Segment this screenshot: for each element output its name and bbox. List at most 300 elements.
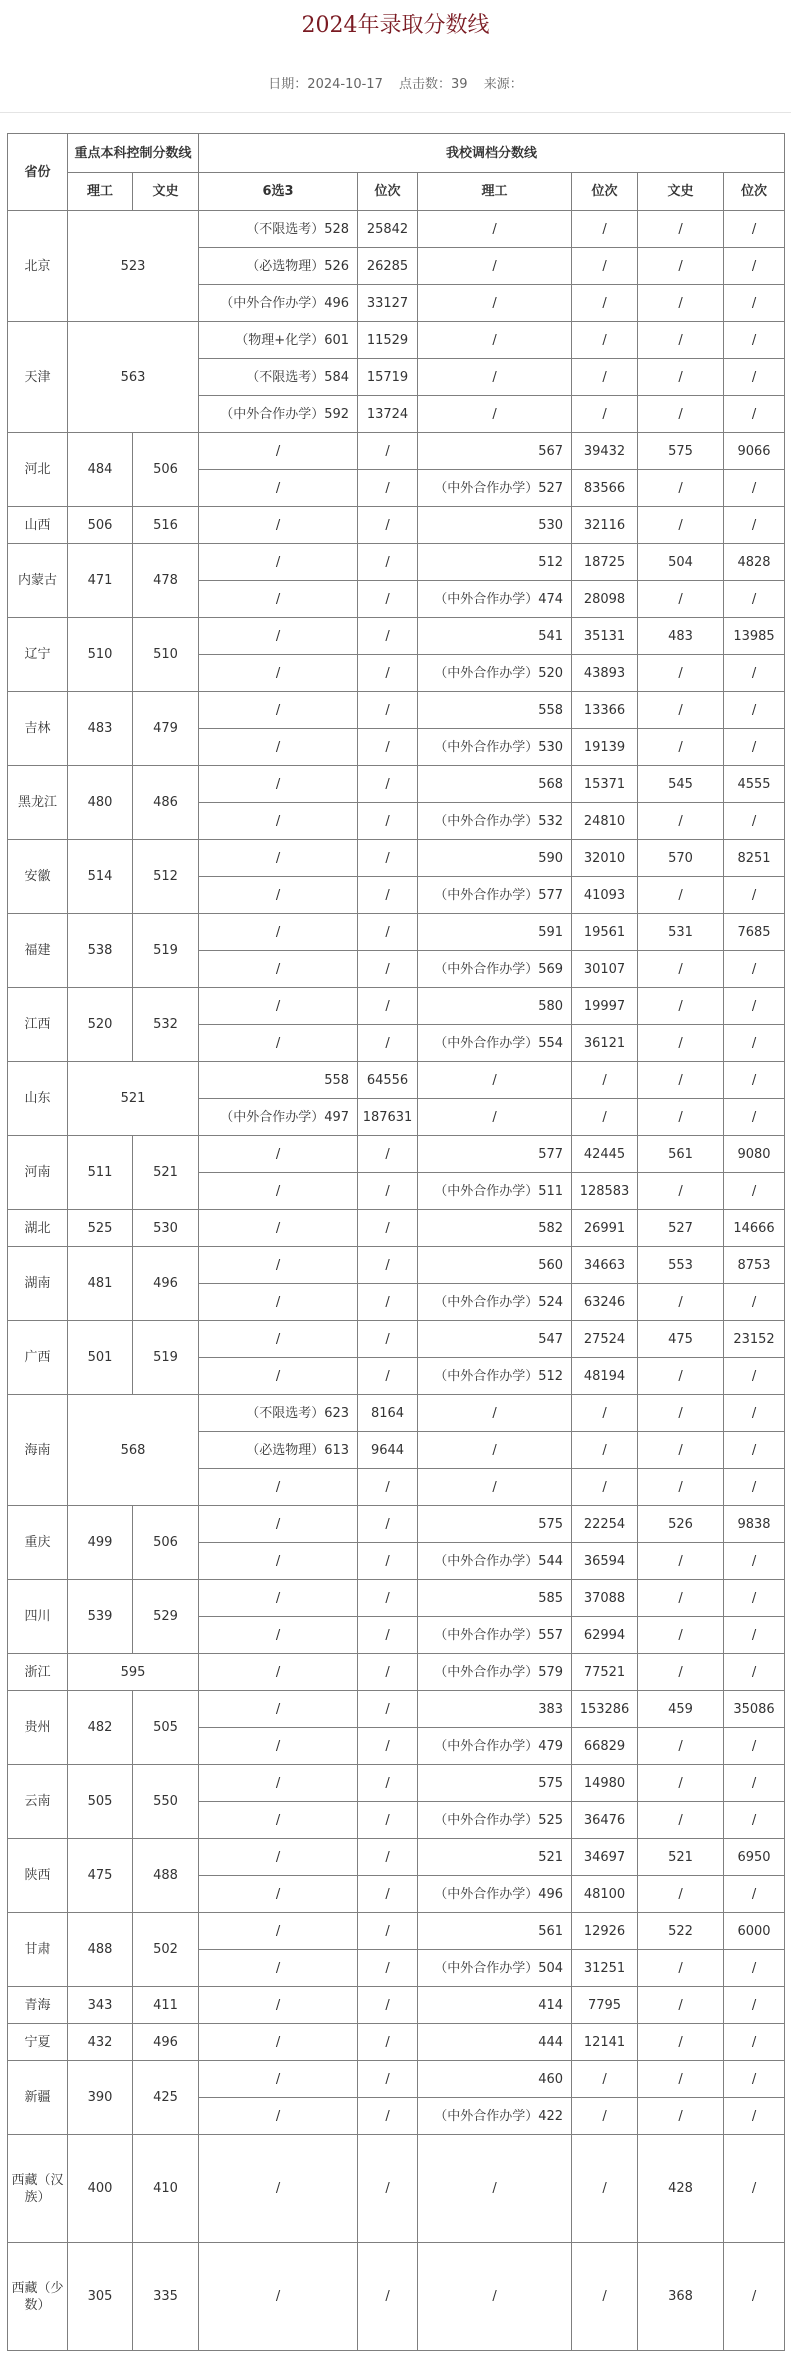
province-cell: 海南 xyxy=(8,1395,68,1506)
key-ligong-cell: 400 xyxy=(68,2135,133,2243)
wenshi-cell: 553 xyxy=(638,1247,724,1284)
six-rank-cell: / xyxy=(358,1987,418,2024)
key-ligong-cell: 484 xyxy=(68,433,133,507)
key-wenshi-cell: 478 xyxy=(133,544,199,618)
province-cell: 青海 xyxy=(8,1987,68,2024)
six-three-cell: / xyxy=(199,729,358,766)
ligong-cell: （中外合作办学）504 xyxy=(418,1950,572,1987)
wenshi-cell: / xyxy=(638,1728,724,1765)
six-rank-cell: / xyxy=(358,1950,418,1987)
wenshi-cell: / xyxy=(638,1765,724,1802)
wenshi-cell: / xyxy=(638,2024,724,2061)
date-info xyxy=(268,77,383,92)
six-rank-cell: / xyxy=(358,914,418,951)
key-wenshi-cell: 335 xyxy=(133,2243,199,2351)
header-school-line: 我校调档分数线 xyxy=(199,134,785,173)
wenshi-cell: / xyxy=(638,1802,724,1839)
key-ligong-cell: 483 xyxy=(68,692,133,766)
province-cell: 云南 xyxy=(8,1765,68,1839)
wenshi-cell: 575 xyxy=(638,433,724,470)
six-rank-cell: / xyxy=(358,1691,418,1728)
table-row xyxy=(8,1395,785,1432)
six-three-cell: / xyxy=(199,2243,358,2351)
key-wenshi-cell: 411 xyxy=(133,1987,199,2024)
key-ligong-cell: 499 xyxy=(68,1506,133,1580)
table-row xyxy=(8,766,785,803)
wenshi-cell: / xyxy=(638,1950,724,1987)
wenshi-rank-cell: 9066 xyxy=(724,433,785,470)
wenshi-cell: / xyxy=(638,359,724,396)
ligong-cell: 577 xyxy=(418,1136,572,1173)
wenshi-cell: / xyxy=(638,1543,724,1580)
key-ligong-cell: 390 xyxy=(68,2061,133,2135)
six-three-cell: （不限选考）584 xyxy=(199,359,358,396)
province-cell: 西藏（汉族） xyxy=(8,2135,68,2243)
wenshi-rank-cell: / xyxy=(724,581,785,618)
table-row xyxy=(8,1913,785,1950)
province-cell: 宁夏 xyxy=(8,2024,68,2061)
six-three-cell: / xyxy=(199,1987,358,2024)
ligong-cell: 582 xyxy=(418,1210,572,1247)
six-rank-cell: / xyxy=(358,1247,418,1284)
province-cell: 内蒙古 xyxy=(8,544,68,618)
wenshi-cell: 526 xyxy=(638,1506,724,1543)
ligong-rank-cell: 34697 xyxy=(572,1839,638,1876)
key-ligong-cell: 482 xyxy=(68,1691,133,1765)
key-ligong-cell: 480 xyxy=(68,766,133,840)
key-wenshi-cell: 519 xyxy=(133,1321,199,1395)
ligong-rank-cell: 7795 xyxy=(572,1987,638,2024)
wenshi-rank-cell: 4828 xyxy=(724,544,785,581)
header-key-ligong: 理工 xyxy=(68,173,133,211)
province-cell: 辽宁 xyxy=(8,618,68,692)
table-row xyxy=(8,2061,785,2098)
wenshi-rank-cell: 6950 xyxy=(724,1839,785,1876)
ligong-rank-cell: / xyxy=(572,2061,638,2098)
ligong-cell: / xyxy=(418,396,572,433)
six-rank-cell: / xyxy=(358,1765,418,1802)
key-wenshi-cell: 532 xyxy=(133,988,199,1062)
ligong-rank-cell: 19561 xyxy=(572,914,638,951)
ligong-cell: 590 xyxy=(418,840,572,877)
header-ligong: 理工 xyxy=(418,173,572,211)
wenshi-cell: / xyxy=(638,988,724,1025)
six-rank-cell: / xyxy=(358,1839,418,1876)
ligong-rank-cell: 12926 xyxy=(572,1913,638,1950)
table-row xyxy=(8,507,785,544)
six-three-cell: / xyxy=(199,1617,358,1654)
six-three-cell: / xyxy=(199,433,358,470)
ligong-rank-cell: / xyxy=(572,248,638,285)
province-cell: 浙江 xyxy=(8,1654,68,1691)
key-line-cell: 523 xyxy=(68,211,199,322)
six-rank-cell: / xyxy=(358,877,418,914)
ligong-cell: / xyxy=(418,1469,572,1506)
ligong-cell: 512 xyxy=(418,544,572,581)
key-ligong-cell: 305 xyxy=(68,2243,133,2351)
ligong-rank-cell: 42445 xyxy=(572,1136,638,1173)
six-three-cell: / xyxy=(199,507,358,544)
province-cell: 北京 xyxy=(8,211,68,322)
ligong-cell: 530 xyxy=(418,507,572,544)
ligong-cell: / xyxy=(418,211,572,248)
wenshi-rank-cell: / xyxy=(724,1395,785,1432)
ligong-rank-cell: 48194 xyxy=(572,1358,638,1395)
six-three-cell: / xyxy=(199,692,358,729)
table-row xyxy=(8,433,785,470)
wenshi-cell: / xyxy=(638,211,724,248)
six-rank-cell: 25842 xyxy=(358,211,418,248)
six-rank-cell: / xyxy=(358,1173,418,1210)
six-rank-cell: / xyxy=(358,1802,418,1839)
ligong-rank-cell: / xyxy=(572,396,638,433)
six-three-cell: / xyxy=(199,1543,358,1580)
key-ligong-cell: 481 xyxy=(68,1247,133,1321)
ligong-cell: 575 xyxy=(418,1765,572,1802)
ligong-rank-cell: / xyxy=(572,211,638,248)
wenshi-rank-cell: / xyxy=(724,1432,785,1469)
table-row xyxy=(8,2135,785,2243)
key-ligong-cell: 471 xyxy=(68,544,133,618)
table-row xyxy=(8,211,785,248)
ligong-cell: （中外合作办学）496 xyxy=(418,1876,572,1913)
wenshi-rank-cell: / xyxy=(724,248,785,285)
wenshi-cell: / xyxy=(638,803,724,840)
six-rank-cell: / xyxy=(358,470,418,507)
wenshi-rank-cell: / xyxy=(724,877,785,914)
header-key-wenshi: 文史 xyxy=(133,173,199,211)
six-rank-cell: / xyxy=(358,692,418,729)
key-ligong-cell: 505 xyxy=(68,1765,133,1839)
ligong-rank-cell: 32116 xyxy=(572,507,638,544)
wenshi-rank-cell: / xyxy=(724,1617,785,1654)
province-cell: 山西 xyxy=(8,507,68,544)
wenshi-rank-cell: / xyxy=(724,1173,785,1210)
ligong-rank-cell: 34663 xyxy=(572,1247,638,1284)
clicks-info xyxy=(399,77,468,92)
six-three-cell: 558 xyxy=(199,1062,358,1099)
key-ligong-cell: 510 xyxy=(68,618,133,692)
six-three-cell: / xyxy=(199,1284,358,1321)
table-row xyxy=(8,1654,785,1691)
ligong-rank-cell: 13366 xyxy=(572,692,638,729)
wenshi-cell: / xyxy=(638,2061,724,2098)
wenshi-rank-cell: 6000 xyxy=(724,1913,785,1950)
wenshi-cell: / xyxy=(638,248,724,285)
six-rank-cell: / xyxy=(358,1728,418,1765)
wenshi-rank-cell: / xyxy=(724,211,785,248)
six-rank-cell: 187631 xyxy=(358,1099,418,1136)
source-label: 来源： xyxy=(483,77,523,92)
wenshi-cell: 527 xyxy=(638,1210,724,1247)
table-row xyxy=(8,1580,785,1617)
six-rank-cell: / xyxy=(358,581,418,618)
wenshi-rank-cell: / xyxy=(724,655,785,692)
wenshi-rank-cell: / xyxy=(724,1025,785,1062)
table-row xyxy=(8,1987,785,2024)
ligong-rank-cell: / xyxy=(572,2243,638,2351)
ligong-rank-cell: 32010 xyxy=(572,840,638,877)
six-rank-cell: 13724 xyxy=(358,396,418,433)
ligong-rank-cell: 48100 xyxy=(572,1876,638,1913)
ligong-rank-cell: 24810 xyxy=(572,803,638,840)
wenshi-cell: / xyxy=(638,951,724,988)
six-three-cell: / xyxy=(199,1321,358,1358)
province-cell: 山东 xyxy=(8,1062,68,1136)
table-row xyxy=(8,618,785,655)
date-value: 2024-10-17 xyxy=(307,77,383,92)
wenshi-cell: / xyxy=(638,2098,724,2135)
ligong-rank-cell: 36594 xyxy=(572,1543,638,1580)
six-three-cell: （中外合作办学）496 xyxy=(199,285,358,322)
ligong-rank-cell: 39432 xyxy=(572,433,638,470)
wenshi-rank-cell: 35086 xyxy=(724,1691,785,1728)
wenshi-cell: / xyxy=(638,1580,724,1617)
wenshi-rank-cell: / xyxy=(724,2135,785,2243)
key-ligong-cell: 488 xyxy=(68,1913,133,1987)
key-wenshi-cell: 479 xyxy=(133,692,199,766)
wenshi-cell: 522 xyxy=(638,1913,724,1950)
six-rank-cell: / xyxy=(358,951,418,988)
six-three-cell: / xyxy=(199,1025,358,1062)
ligong-cell: / xyxy=(418,359,572,396)
table-row xyxy=(8,914,785,951)
wenshi-rank-cell: / xyxy=(724,1358,785,1395)
wenshi-cell: / xyxy=(638,692,724,729)
table-row xyxy=(8,1136,785,1173)
wenshi-cell: 545 xyxy=(638,766,724,803)
wenshi-rank-cell: 9080 xyxy=(724,1136,785,1173)
ligong-cell: （中外合作办学）530 xyxy=(418,729,572,766)
key-wenshi-cell: 506 xyxy=(133,1506,199,1580)
key-wenshi-cell: 488 xyxy=(133,1839,199,1913)
ligong-cell: / xyxy=(418,248,572,285)
key-wenshi-cell: 519 xyxy=(133,914,199,988)
wenshi-rank-cell: 8753 xyxy=(724,1247,785,1284)
wenshi-rank-cell: / xyxy=(724,1062,785,1099)
ligong-rank-cell: 12141 xyxy=(572,2024,638,2061)
six-three-cell: / xyxy=(199,1950,358,1987)
six-three-cell: / xyxy=(199,1913,358,1950)
wenshi-cell: / xyxy=(638,1099,724,1136)
province-cell: 西藏（少数） xyxy=(8,2243,68,2351)
wenshi-cell: / xyxy=(638,1987,724,2024)
six-three-cell: / xyxy=(199,1173,358,1210)
province-cell: 重庆 xyxy=(8,1506,68,1580)
six-rank-cell: / xyxy=(358,544,418,581)
table-row xyxy=(8,2024,785,2061)
wenshi-cell: / xyxy=(638,285,724,322)
key-ligong-cell: 520 xyxy=(68,988,133,1062)
key-wenshi-cell: 550 xyxy=(133,1765,199,1839)
ligong-cell: 383 xyxy=(418,1691,572,1728)
ligong-cell: 547 xyxy=(418,1321,572,1358)
wenshi-rank-cell: / xyxy=(724,1469,785,1506)
six-rank-cell: / xyxy=(358,1654,418,1691)
six-three-cell: / xyxy=(199,1506,358,1543)
ligong-rank-cell: 14980 xyxy=(572,1765,638,1802)
ligong-cell: （中外合作办学）532 xyxy=(418,803,572,840)
ligong-cell: 591 xyxy=(418,914,572,951)
header-six-rank: 位次 xyxy=(358,173,418,211)
key-wenshi-cell: 516 xyxy=(133,507,199,544)
ligong-rank-cell: / xyxy=(572,285,638,322)
ligong-rank-cell: / xyxy=(572,1469,638,1506)
six-three-cell: （中外合作办学）592 xyxy=(199,396,358,433)
ligong-cell: （中外合作办学）544 xyxy=(418,1543,572,1580)
province-cell: 河北 xyxy=(8,433,68,507)
ligong-cell: 560 xyxy=(418,1247,572,1284)
ligong-cell: 521 xyxy=(418,1839,572,1876)
province-cell: 黑龙江 xyxy=(8,766,68,840)
six-three-cell: （不限选考）623 xyxy=(199,1395,358,1432)
key-ligong-cell: 511 xyxy=(68,1136,133,1210)
ligong-rank-cell: / xyxy=(572,1395,638,1432)
date-label: 日期： xyxy=(268,77,308,92)
wenshi-rank-cell: 4555 xyxy=(724,766,785,803)
wenshi-cell: 459 xyxy=(638,1691,724,1728)
ligong-rank-cell: / xyxy=(572,1099,638,1136)
table-row xyxy=(8,692,785,729)
wenshi-rank-cell: / xyxy=(724,692,785,729)
wenshi-rank-cell: 9838 xyxy=(724,1506,785,1543)
six-rank-cell: 8164 xyxy=(358,1395,418,1432)
wenshi-rank-cell: / xyxy=(724,507,785,544)
key-ligong-cell: 525 xyxy=(68,1210,133,1247)
ligong-rank-cell: 153286 xyxy=(572,1691,638,1728)
ligong-rank-cell: / xyxy=(572,2135,638,2243)
six-three-cell: / xyxy=(199,840,358,877)
ligong-cell: （中外合作办学）520 xyxy=(418,655,572,692)
wenshi-cell: / xyxy=(638,1469,724,1506)
ligong-cell: （中外合作办学）557 xyxy=(418,1617,572,1654)
clicks-value: 39 xyxy=(451,77,468,92)
six-rank-cell: / xyxy=(358,1617,418,1654)
six-rank-cell: 9644 xyxy=(358,1432,418,1469)
header-province: 省份 xyxy=(8,134,68,211)
six-rank-cell: / xyxy=(358,1025,418,1062)
wenshi-rank-cell: / xyxy=(724,2061,785,2098)
table-row xyxy=(8,1321,785,1358)
wenshi-rank-cell: / xyxy=(724,1099,785,1136)
six-rank-cell: / xyxy=(358,840,418,877)
six-three-cell: / xyxy=(199,1247,358,1284)
key-wenshi-cell: 486 xyxy=(133,766,199,840)
six-three-cell: / xyxy=(199,1876,358,1913)
six-rank-cell: / xyxy=(358,2243,418,2351)
ligong-cell: 541 xyxy=(418,618,572,655)
wenshi-cell: 428 xyxy=(638,2135,724,2243)
ligong-cell: （中外合作办学）474 xyxy=(418,581,572,618)
ligong-rank-cell: 18725 xyxy=(572,544,638,581)
six-rank-cell: 33127 xyxy=(358,285,418,322)
table-row xyxy=(8,1506,785,1543)
key-wenshi-cell: 521 xyxy=(133,1136,199,1210)
key-line-cell: 568 xyxy=(68,1395,199,1506)
six-three-cell: / xyxy=(199,1210,358,1247)
wenshi-rank-cell: / xyxy=(724,1987,785,2024)
ligong-cell: 580 xyxy=(418,988,572,1025)
six-rank-cell: / xyxy=(358,729,418,766)
province-cell: 湖南 xyxy=(8,1247,68,1321)
key-ligong-cell: 343 xyxy=(68,1987,133,2024)
ligong-rank-cell: 41093 xyxy=(572,877,638,914)
six-rank-cell: / xyxy=(358,2098,418,2135)
key-wenshi-cell: 496 xyxy=(133,1247,199,1321)
ligong-rank-cell: 66829 xyxy=(572,1728,638,1765)
ligong-rank-cell: 63246 xyxy=(572,1284,638,1321)
wenshi-cell: / xyxy=(638,1654,724,1691)
wenshi-rank-cell: / xyxy=(724,285,785,322)
six-three-cell: / xyxy=(199,1469,358,1506)
province-cell: 吉林 xyxy=(8,692,68,766)
province-cell: 贵州 xyxy=(8,1691,68,1765)
six-rank-cell: / xyxy=(358,1469,418,1506)
page-title: 2024年录取分数线 xyxy=(301,13,490,38)
ligong-cell: 567 xyxy=(418,433,572,470)
ligong-cell: （中外合作办学）512 xyxy=(418,1358,572,1395)
six-rank-cell: / xyxy=(358,1136,418,1173)
six-rank-cell: / xyxy=(358,618,418,655)
ligong-cell: （中外合作办学）524 xyxy=(418,1284,572,1321)
wenshi-rank-cell: / xyxy=(724,951,785,988)
ligong-cell: （中外合作办学）554 xyxy=(418,1025,572,1062)
six-three-cell: / xyxy=(199,544,358,581)
six-three-cell: / xyxy=(199,1136,358,1173)
ligong-rank-cell: 31251 xyxy=(572,1950,638,1987)
six-three-cell: / xyxy=(199,1765,358,1802)
wenshi-rank-cell: 7685 xyxy=(724,914,785,951)
wenshi-cell: 483 xyxy=(638,618,724,655)
wenshi-rank-cell: / xyxy=(724,1284,785,1321)
wenshi-rank-cell: / xyxy=(724,1543,785,1580)
wenshi-rank-cell: / xyxy=(724,1728,785,1765)
ligong-cell: / xyxy=(418,285,572,322)
wenshi-rank-cell: / xyxy=(724,1950,785,1987)
six-rank-cell: / xyxy=(358,1321,418,1358)
ligong-rank-cell: 77521 xyxy=(572,1654,638,1691)
ligong-cell: / xyxy=(418,2243,572,2351)
ligong-cell: 561 xyxy=(418,1913,572,1950)
wenshi-rank-cell: / xyxy=(724,359,785,396)
ligong-rank-cell: / xyxy=(572,359,638,396)
wenshi-rank-cell: / xyxy=(724,2243,785,2351)
table-row xyxy=(8,544,785,581)
table-row xyxy=(8,988,785,1025)
header-row-2 xyxy=(8,173,785,211)
key-wenshi-cell: 512 xyxy=(133,840,199,914)
ligong-cell: （中外合作办学）422 xyxy=(418,2098,572,2135)
table-row xyxy=(8,1062,785,1099)
ligong-cell: （中外合作办学）525 xyxy=(418,1802,572,1839)
six-three-cell: / xyxy=(199,803,358,840)
key-ligong-cell: 432 xyxy=(68,2024,133,2061)
wenshi-cell: / xyxy=(638,396,724,433)
ligong-rank-cell: / xyxy=(572,1062,638,1099)
province-cell: 甘肃 xyxy=(8,1913,68,1987)
six-rank-cell: / xyxy=(358,1913,418,1950)
six-rank-cell: / xyxy=(358,433,418,470)
wenshi-rank-cell: 13985 xyxy=(724,618,785,655)
six-three-cell: / xyxy=(199,2098,358,2135)
table-row xyxy=(8,2243,785,2351)
header-key-line: 重点本科控制分数线 xyxy=(68,134,199,173)
wenshi-cell: / xyxy=(638,1358,724,1395)
ligong-cell: / xyxy=(418,1099,572,1136)
wenshi-rank-cell: / xyxy=(724,1580,785,1617)
six-three-cell: / xyxy=(199,1358,358,1395)
six-three-cell: / xyxy=(199,581,358,618)
